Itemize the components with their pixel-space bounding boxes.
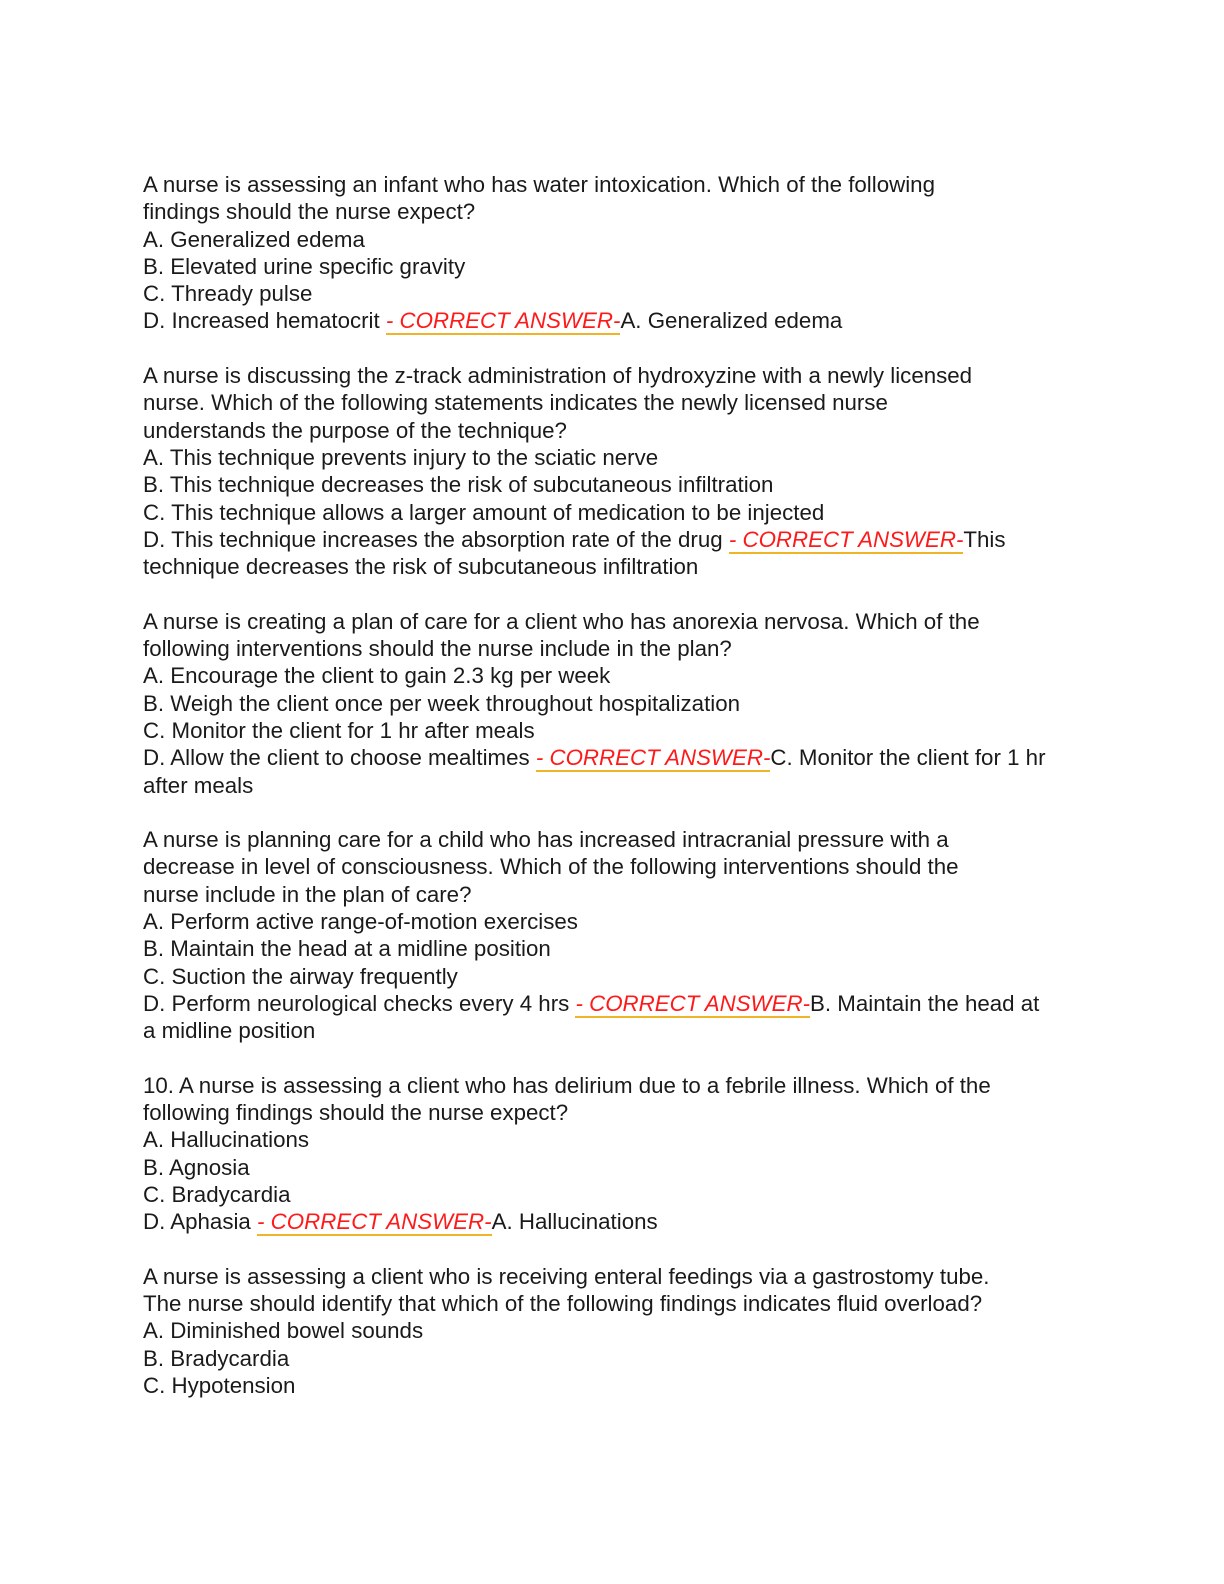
correct-answer-text: A. Hallucinations — [491, 1209, 658, 1235]
option-d: D. Allow the client to choose mealtimes — [143, 745, 536, 771]
option-a: A. Perform active range-of-motion exercises — [143, 909, 578, 935]
question-stem-line: decrease in level of consciousness. Which of the following interventions should the — [143, 854, 959, 880]
question-stem-line: 10. A nurse is assessing a client who has delirium due to a febrile illness. Which of the — [143, 1072, 991, 1098]
option-b: B. Elevated urine specific gravity — [143, 253, 466, 279]
question-stem-line: following interventions should the nurse include in the plan? — [143, 636, 732, 662]
question-stem-line: A nurse is discussing the z-track administration of hydroxyzine with a newly licensed — [143, 363, 973, 389]
option-c: C. Thready pulse — [143, 281, 313, 307]
question-stem-line: A nurse is planning care for a child who has increased intracranial pressure with a — [143, 827, 949, 853]
option-b: B. Maintain the head at a midline position — [143, 936, 551, 962]
question-block — [143, 608, 1083, 799]
question-stem-line: findings should the nurse expect? — [143, 199, 476, 225]
question-block — [143, 1263, 1083, 1399]
option-d: D. Increased hematocrit — [143, 308, 386, 334]
correct-answer-marker: - CORRECT ANSWER- — [575, 990, 811, 1016]
option-c: C. Bradycardia — [143, 1181, 291, 1207]
question-block — [143, 1072, 1083, 1236]
option-b: B. Bradycardia — [143, 1345, 290, 1371]
option-d-with-answer — [143, 744, 1068, 799]
correct-answer-marker: - CORRECT ANSWER- — [257, 1209, 492, 1235]
option-d-with-answer — [143, 990, 1043, 1045]
option-a: A. Diminished bowel sounds — [143, 1318, 424, 1344]
option-d-with-answer — [143, 526, 1068, 581]
option-d: D. Perform neurological checks every 4 hrs — [143, 990, 576, 1016]
question-stem-line: A nurse is assessing an infant who has water intoxication. Which of the following — [143, 172, 935, 197]
correct-answer-marker: - CORRECT ANSWER- — [728, 526, 964, 552]
question-block — [143, 826, 1083, 1044]
option-d: D. Aphasia — [143, 1209, 258, 1235]
question-stem-line: A nurse is creating a plan of care for a client who has anorexia nervosa. Which of the — [143, 608, 980, 634]
option-c: C. This technique allows a larger amount of medication to be injected — [143, 499, 825, 525]
correct-answer-marker: - CORRECT ANSWER- — [535, 745, 771, 771]
option-c: C. Hypotension — [143, 1373, 296, 1399]
correct-answer-text: B. Maintain the head at a midline position — [143, 990, 1040, 1044]
option-d-with-answer — [143, 307, 1083, 334]
option-a: A. Generalized edema — [143, 226, 365, 252]
correct-answer-text: This technique decreases the risk of subcutaneous infiltration — [143, 526, 1006, 580]
option-b: B. This technique decreases the risk of subcutaneous infiltration — [143, 472, 774, 498]
question-stem-line: following findings should the nurse expect? — [143, 1100, 569, 1126]
option-d: D. This technique increases the absorption rate of the drug — [143, 526, 729, 552]
question-stem-line: The nurse should identify that which of the following findings indicates fluid overload? — [143, 1291, 983, 1317]
question-stem-line: A nurse is assessing a client who is receiving enteral feedings via a gastrostomy tube. — [143, 1263, 990, 1289]
option-a: A. This technique prevents injury to the sciatic nerve — [143, 444, 659, 470]
question-block — [143, 362, 1083, 580]
question-stem-line: nurse include in the plan of care? — [143, 881, 472, 907]
option-a: A. Hallucinations — [143, 1127, 310, 1153]
option-d-with-answer — [143, 1208, 1083, 1235]
correct-answer-text: C. Monitor the client for 1 hr after meals — [143, 745, 1046, 798]
option-a: A. Encourage the client to gain 2.3 kg per week — [143, 663, 611, 689]
option-c: C. Monitor the client for 1 hr after meals — [143, 717, 535, 743]
correct-answer-marker: - CORRECT ANSWER- — [385, 308, 621, 334]
question-stem-line: understands the purpose of the technique? — [143, 417, 567, 443]
document-body — [143, 171, 1083, 1427]
option-c: C. Suction the airway frequently — [143, 963, 458, 989]
question-stem-line: nurse. Which of the following statements indicates the newly licensed nurse — [143, 390, 888, 416]
option-b: B. Agnosia — [143, 1154, 250, 1180]
option-b: B. Weigh the client once per week throughout hospitalization — [143, 690, 741, 716]
question-block — [143, 171, 1083, 335]
correct-answer-text: A. Generalized edema — [620, 308, 843, 334]
